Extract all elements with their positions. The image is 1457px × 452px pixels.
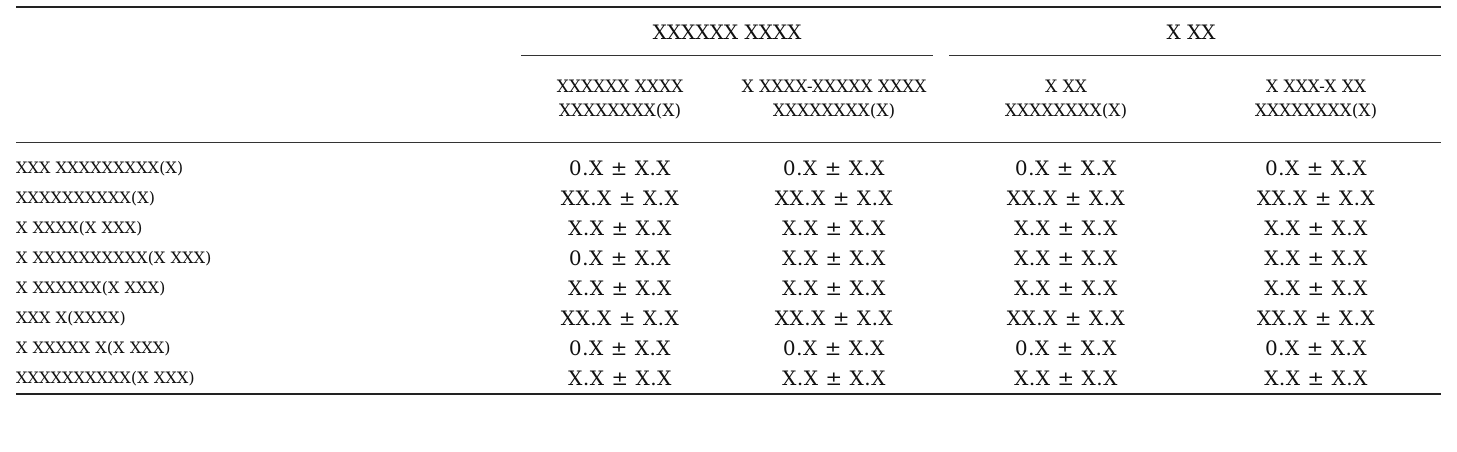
table-row — [16, 243, 1441, 273]
table-cell: 0.X ± X.X — [1014, 336, 1118, 360]
column-header-3 — [941, 56, 1191, 143]
table-cell: 0.X ± X.X — [782, 156, 886, 180]
table-cell: 0.X ± X.X — [568, 336, 672, 360]
table-row — [16, 333, 1441, 363]
column-header-row — [16, 56, 1441, 143]
group-header-1: XXXXXX XXXX — [513, 7, 941, 56]
table-cell: XX.X ± X.X — [560, 186, 680, 210]
table-cell: XX.X ± X.X — [1006, 186, 1126, 210]
column-header-1-line1: XXXXXX XXXX — [556, 77, 684, 97]
table-cell: X.X ± X.X — [1014, 366, 1118, 390]
row-label: X XXXX(X XXX) — [16, 218, 143, 237]
table-cell: 0.X ± X.X — [1014, 156, 1118, 180]
table-cell: X.X ± X.X — [568, 216, 672, 240]
table-cell: X.X ± X.X — [782, 366, 886, 390]
results-table — [16, 6, 1441, 395]
column-header-4 — [1191, 56, 1441, 143]
row-label: XXXXXXXXXX(X) — [16, 188, 156, 207]
column-header-4-line1: X XXX-X XX — [1265, 77, 1367, 97]
column-header-3-line1: X XX — [1045, 77, 1087, 97]
table-cell: 0.X ± X.X — [782, 336, 886, 360]
table-row — [16, 183, 1441, 213]
table-cell: 0.X ± X.X — [568, 156, 672, 180]
row-label: X XXXXX X(X XXX) — [16, 338, 171, 357]
table-row — [16, 143, 1441, 184]
table-cell: 0.X ± X.X — [1264, 156, 1368, 180]
column-header-2-line2: XXXXXXXX(X) — [772, 101, 896, 121]
table-cell: 0.X ± X.X — [568, 246, 672, 270]
table-cell: X.X ± X.X — [1264, 216, 1368, 240]
table-cell: XX.X ± X.X — [774, 306, 894, 330]
table-cell: X.X ± X.X — [1014, 246, 1118, 270]
table-cell: X.X ± X.X — [568, 276, 672, 300]
table-cell: X.X ± X.X — [1014, 216, 1118, 240]
table-cell: X.X ± X.X — [782, 276, 886, 300]
group-header-2: X XX — [941, 7, 1441, 56]
column-header-2-line1: X XXXX-XXXXX XXXX — [741, 77, 927, 97]
column-header-3-line2: XXXXXXXX(X) — [1004, 101, 1128, 121]
table-cell: XX.X ± X.X — [1256, 186, 1376, 210]
table-cell: X.X ± X.X — [1264, 276, 1368, 300]
row-label: XXXXXXXXXX(X XXX) — [16, 368, 195, 387]
column-header-1 — [513, 56, 727, 143]
table-cell: X.X ± X.X — [568, 366, 672, 390]
table-header — [16, 7, 1441, 143]
table-cell: XX.X ± X.X — [1256, 306, 1376, 330]
table-row — [16, 273, 1441, 303]
table-cell: XX.X ± X.X — [1006, 306, 1126, 330]
table-cell: XX.X ± X.X — [774, 186, 894, 210]
row-label: X XXXXXXXXXX(X XXX) — [16, 248, 212, 267]
group-header-row — [16, 7, 1441, 56]
row-label: XXX XXXXXXXXX(X) — [16, 158, 184, 177]
table-row — [16, 363, 1441, 394]
table-cell: X.X ± X.X — [1264, 246, 1368, 270]
table-cell: XX.X ± X.X — [560, 306, 680, 330]
column-header-4-line2: XXXXXXXX(X) — [1254, 101, 1378, 121]
empty-header-cell — [16, 7, 513, 56]
table-body — [16, 143, 1441, 395]
table-cell: X.X ± X.X — [1014, 276, 1118, 300]
table-row — [16, 213, 1441, 243]
empty-subheader-cell — [16, 56, 513, 143]
row-label: XXX X(XXXX) — [16, 308, 126, 327]
table-cell: 0.X ± X.X — [1264, 336, 1368, 360]
table-row — [16, 303, 1441, 333]
table-cell: X.X ± X.X — [782, 246, 886, 270]
table-cell: X.X ± X.X — [782, 216, 886, 240]
column-header-2 — [727, 56, 941, 143]
table-cell: X.X ± X.X — [1264, 366, 1368, 390]
row-label: X XXXXXX(X XXX) — [16, 278, 166, 297]
column-header-1-line2: XXXXXXXX(X) — [558, 101, 682, 121]
